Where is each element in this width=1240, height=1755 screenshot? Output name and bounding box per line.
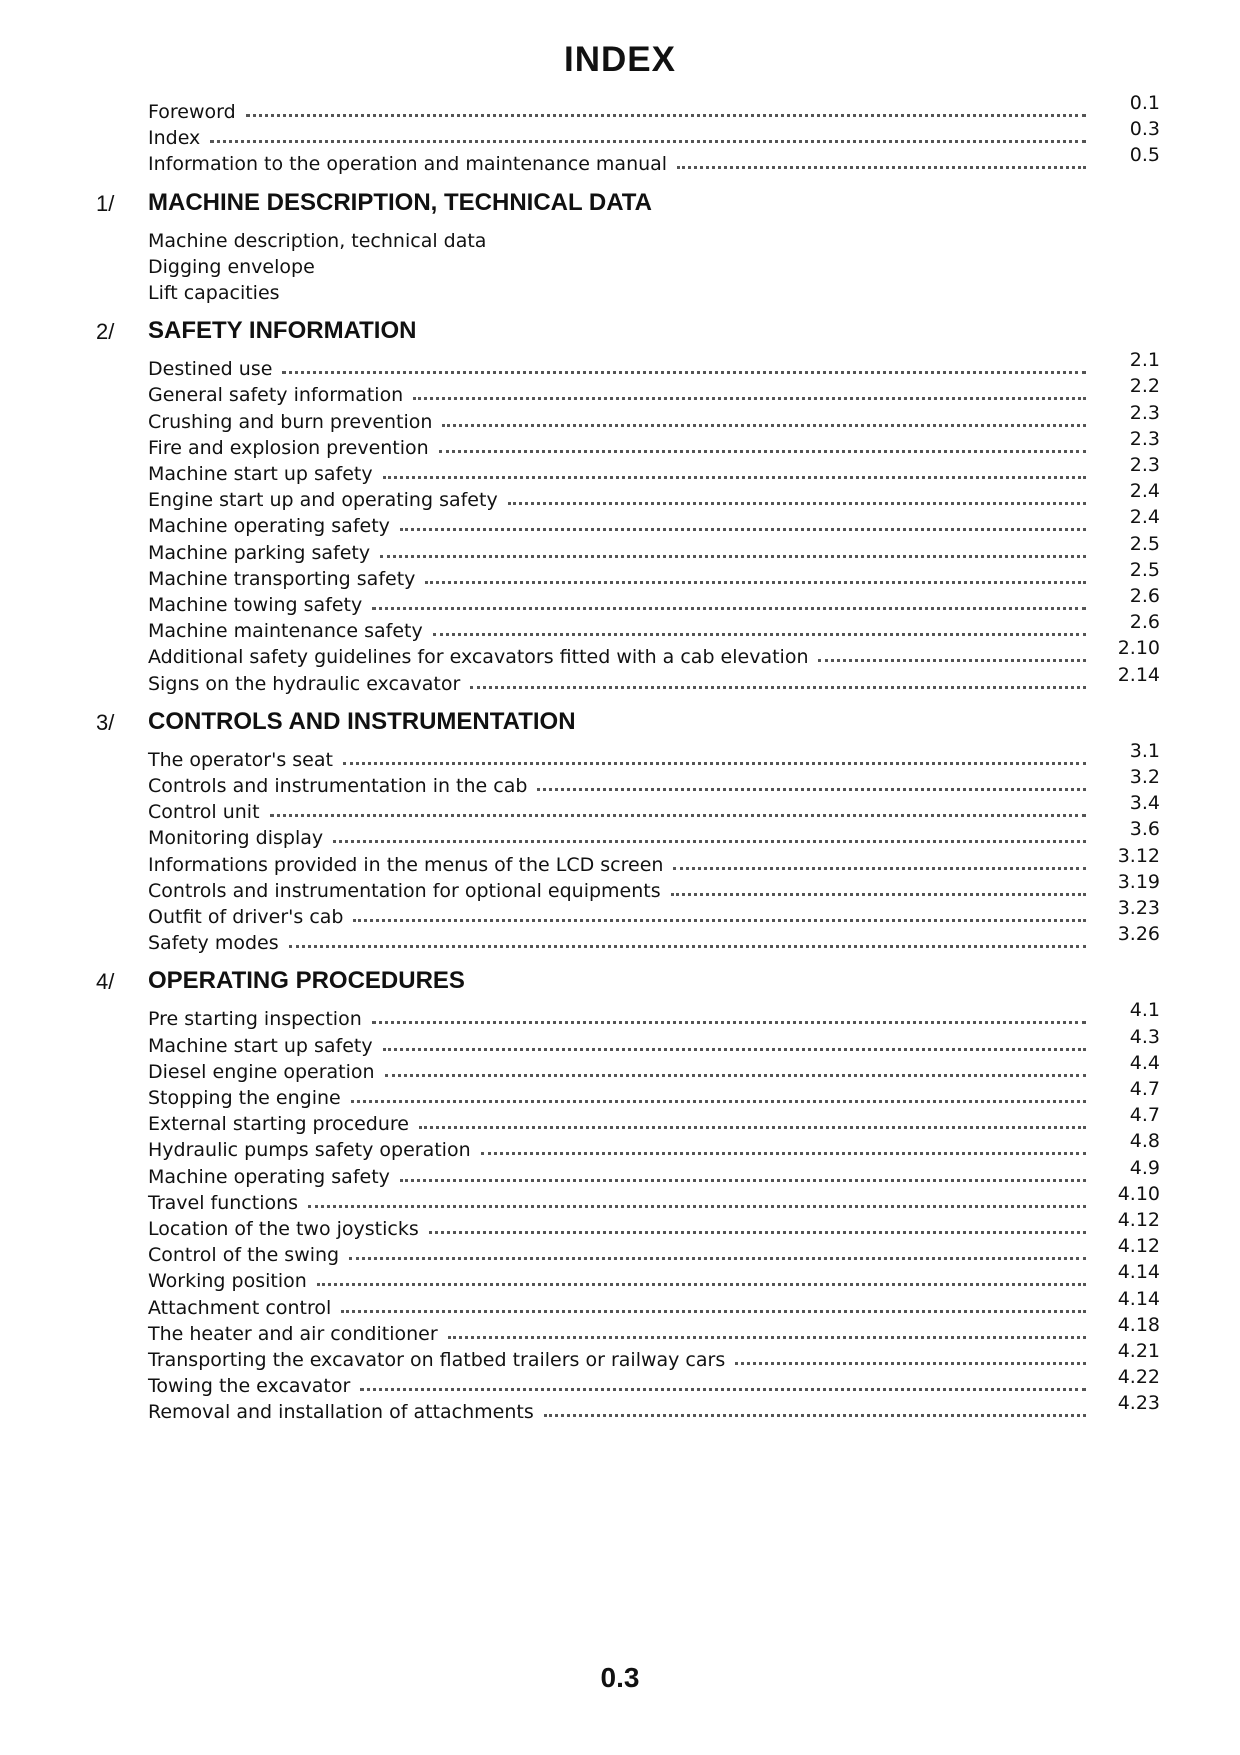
toc-entry-page: 3.23 <box>1117 897 1160 919</box>
toc-entry-page: 2.5 <box>1129 532 1160 555</box>
toc-entry-page: 4.3 <box>1129 1025 1160 1048</box>
toc-entry-page: 2.14 <box>1117 663 1160 686</box>
toc-entry-label: Machine start up safety <box>148 463 373 485</box>
toc-entry-page: 2.6 <box>1129 585 1160 607</box>
dot-leader <box>308 1205 1086 1208</box>
page-title: INDEX <box>564 40 676 79</box>
section-number: 4/ <box>96 969 115 995</box>
dot-leader <box>429 1231 1086 1234</box>
dot-leader <box>341 1310 1086 1313</box>
dot-leader <box>425 581 1086 584</box>
toc-entry <box>148 118 1160 150</box>
toc-entry-page: 2.5 <box>1129 558 1160 581</box>
toc-entry <box>148 1235 1160 1267</box>
toc-entry-label: Safety modes <box>148 932 279 955</box>
toc-entry-page: 3.2 <box>1129 766 1160 788</box>
toc-entry-page: 4.18 <box>1117 1313 1160 1336</box>
toc-entry-label: Control unit <box>148 801 260 824</box>
toc-entry-page: 3.12 <box>1117 844 1160 867</box>
toc-entry <box>148 739 1160 772</box>
toc-entry-label: Outfit of driver's cab <box>148 906 344 928</box>
toc-entry <box>148 1209 1160 1241</box>
toc-entry-page: 4.21 <box>1117 1340 1160 1362</box>
dot-leader <box>383 476 1086 479</box>
toc-entry-label: Index <box>148 127 201 150</box>
toc-entry <box>148 999 1160 1031</box>
dot-leader <box>317 1283 1086 1286</box>
toc-entry-page: 4.14 <box>1117 1261 1160 1284</box>
toc-entry <box>148 1104 1160 1136</box>
toc-entry-page: 2.4 <box>1129 480 1160 503</box>
dot-leader <box>439 450 1086 453</box>
toc-entry-page: 2.6 <box>1129 611 1160 634</box>
toc-entry-label: Removal and installation of attachments <box>148 1401 534 1424</box>
toc-entry-page: 0.3 <box>1129 118 1160 141</box>
toc-entry <box>148 1313 1160 1346</box>
dot-leader <box>433 633 1086 636</box>
toc-entry <box>148 1340 1160 1372</box>
dot-leader <box>351 1100 1086 1103</box>
toc-entry-page: 2.10 <box>1117 637 1160 660</box>
toc-entry-label: General safety information <box>148 384 404 407</box>
section-heading <box>96 704 1196 736</box>
toc-entry <box>148 1156 1160 1189</box>
toc-entry-label: Foreword <box>148 101 236 123</box>
dot-leader <box>448 1336 1086 1339</box>
toc-entry-label: Machine description, technical data <box>148 229 487 252</box>
dot-leader <box>735 1362 1086 1365</box>
dot-leader <box>270 814 1086 817</box>
toc-entry <box>148 1392 1160 1424</box>
toc-entry <box>148 92 1160 124</box>
toc-entry-label: The heater and air conditioner <box>148 1322 438 1345</box>
dot-leader <box>400 1179 1086 1182</box>
section-heading <box>96 963 1196 995</box>
toc-entry-label: Engine start up and operating safety <box>148 489 498 512</box>
dot-leader <box>677 166 1086 169</box>
toc-entry-page: 4.7 <box>1129 1104 1160 1127</box>
toc-entry-label: Machine operating safety <box>148 515 390 538</box>
toc-entry <box>148 792 1160 824</box>
toc-entry <box>148 923 1160 955</box>
toc-entry-label: Transporting the excavator on flatbed trailers or railway cars <box>148 1349 726 1371</box>
dot-leader <box>671 893 1086 896</box>
toc-entry-label: Digging envelope <box>148 255 315 278</box>
toc-entry-page: 4.12 <box>1117 1235 1160 1258</box>
toc-entry <box>148 1182 1160 1215</box>
toc-entry-page: 2.4 <box>1129 506 1160 529</box>
toc-entry-page: 3.1 <box>1129 739 1160 762</box>
toc-entry <box>148 870 1160 903</box>
toc-entry-label: Informations provided in the menus of the LCD screen <box>148 853 664 876</box>
toc-entry-page: 2.1 <box>1129 349 1160 372</box>
toc-entry <box>148 1051 1160 1084</box>
dot-leader <box>349 1257 1086 1260</box>
toc-entry <box>148 532 1160 565</box>
toc-entry-label: Destined use <box>148 358 273 381</box>
toc-entry <box>148 897 1160 929</box>
toc-entry-label: Control of the swing <box>148 1244 340 1267</box>
dot-leader <box>289 945 1086 948</box>
toc-entry-label: Stopping the engine <box>148 1087 341 1109</box>
toc-entry-page: 2.3 <box>1129 427 1160 450</box>
toc-entry-label: Towing the excavator <box>148 1375 351 1398</box>
dot-leader <box>210 140 1086 143</box>
section-number: 1/ <box>96 190 115 216</box>
toc-entry <box>148 401 1160 434</box>
toc-entry <box>148 844 1160 877</box>
toc-entry-page: 2.3 <box>1129 401 1160 424</box>
toc-entry-page: 4.22 <box>1117 1366 1160 1389</box>
toc-entry-label: Monitoring display <box>148 827 324 850</box>
dot-leader <box>544 1414 1086 1417</box>
toc-entry <box>148 225 1160 253</box>
toc-entry-page: 4.8 <box>1129 1130 1160 1153</box>
dot-leader <box>673 867 1086 870</box>
toc-entry-label: Machine parking safety <box>148 541 371 564</box>
toc-entry <box>148 558 1160 591</box>
dot-leader <box>246 114 1086 117</box>
toc-entry-page: 4.4 <box>1129 1051 1160 1074</box>
toc-entry <box>148 663 1160 696</box>
toc-entry <box>148 611 1160 643</box>
dot-leader <box>442 424 1086 427</box>
dot-leader <box>481 1152 1086 1155</box>
dot-leader <box>372 1021 1086 1024</box>
toc-entry <box>148 1025 1160 1058</box>
toc-entry <box>148 277 1160 305</box>
dot-leader <box>385 1074 1086 1077</box>
toc-entry-page: 3.4 <box>1129 792 1160 815</box>
dot-leader <box>508 502 1086 505</box>
section-number: 3/ <box>96 709 115 735</box>
toc-entry-label: Controls and instrumentation in the cab <box>148 775 528 797</box>
toc-entry <box>148 251 1160 279</box>
toc-entry <box>148 144 1160 176</box>
toc-entry-label: Working position <box>148 1270 307 1293</box>
toc-entry-label: Crushing and burn prevention <box>148 410 433 433</box>
toc-entry <box>148 637 1160 669</box>
toc-entry-label: Information to the operation and maintenance manual <box>148 153 668 176</box>
toc-entry-page: 2.2 <box>1129 375 1160 398</box>
section-title: SAFETY INFORMATION <box>148 317 417 345</box>
toc-entry <box>148 349 1160 381</box>
dot-leader <box>372 607 1086 610</box>
dot-leader <box>360 1388 1086 1391</box>
toc-entry <box>148 1366 1160 1398</box>
toc-entry-page: 3.6 <box>1129 818 1160 841</box>
toc-entry <box>148 1261 1160 1293</box>
dot-leader <box>400 528 1086 531</box>
toc-entry <box>148 1078 1160 1110</box>
page-number: 0.3 <box>600 1662 640 1693</box>
section-title: OPERATING PROCEDURES <box>148 967 465 995</box>
dot-leader <box>282 371 1086 374</box>
dot-leader <box>419 1126 1086 1129</box>
toc-entry-label: Hydraulic pumps safety operation <box>148 1139 471 1162</box>
dot-leader <box>537 788 1086 791</box>
toc-entry-page: 0.1 <box>1129 92 1160 114</box>
toc-entry-page: 4.14 <box>1117 1287 1160 1310</box>
toc-entry-label: Pre starting inspection <box>148 1008 362 1031</box>
dot-leader <box>333 840 1086 843</box>
toc-entry-label: Controls and instrumentation for optional equipments <box>148 879 661 902</box>
dot-leader <box>413 397 1086 400</box>
toc-entry-page: 4.12 <box>1117 1209 1160 1231</box>
toc-entry-page: 4.10 <box>1117 1182 1160 1205</box>
dot-leader <box>383 1048 1086 1051</box>
toc-entry <box>148 427 1160 460</box>
dot-leader <box>353 919 1086 922</box>
toc-entry <box>148 585 1160 617</box>
toc-entry <box>148 375 1160 407</box>
toc-entry-label: Machine operating safety <box>148 1165 390 1188</box>
toc-entry-label: The operator's seat <box>148 748 333 771</box>
toc-entry-label: External starting procedure <box>148 1113 409 1136</box>
toc-entry-page: 4.7 <box>1129 1078 1160 1100</box>
section-title: MACHINE DESCRIPTION, TECHNICAL DATA <box>148 188 652 216</box>
toc-entry <box>148 766 1160 798</box>
toc-entry <box>148 818 1160 850</box>
toc-entry-page: 0.5 <box>1129 144 1160 167</box>
toc-entry-label: Diesel engine operation <box>148 1060 375 1083</box>
toc-entry-page: 4.9 <box>1129 1156 1160 1179</box>
toc-entry <box>148 480 1160 512</box>
toc-entry-page: 3.19 <box>1117 870 1160 893</box>
section-number: 2/ <box>96 319 115 345</box>
section-heading <box>96 185 1196 217</box>
toc-entry-label: Signs on the hydraulic excavator <box>148 672 461 695</box>
toc-entry <box>148 1130 1160 1162</box>
toc-entry-page: 4.23 <box>1117 1392 1160 1415</box>
toc-entry-label: Machine start up safety <box>148 1034 373 1057</box>
toc-entry-page: 2.3 <box>1129 454 1160 476</box>
toc-entry-page: 3.26 <box>1117 923 1160 946</box>
toc-entry-label: Machine transporting safety <box>148 567 416 590</box>
toc-entry <box>148 506 1160 538</box>
toc-entry-label: Machine towing safety <box>148 594 363 616</box>
toc-entry-label: Lift capacities <box>148 282 280 304</box>
toc-entry-label: Travel functions <box>148 1191 299 1214</box>
section-title: CONTROLS AND INSTRUMENTATION <box>148 707 576 735</box>
dot-leader <box>343 762 1086 765</box>
section-heading <box>96 313 1196 345</box>
dot-leader <box>818 659 1086 662</box>
toc-entry <box>148 1287 1160 1320</box>
toc-entry-label: Attachment control <box>148 1296 332 1319</box>
toc-entry-label: Fire and explosion prevention <box>148 436 429 459</box>
toc-entry-label: Additional safety guidelines for excavators fitted with a cab elevation <box>148 646 809 669</box>
toc-entry-page: 4.1 <box>1129 999 1160 1022</box>
dot-leader <box>470 686 1086 689</box>
toc-entry <box>148 454 1160 486</box>
toc-entry-label: Location of the two joysticks <box>148 1218 419 1240</box>
toc-entry-label: Machine maintenance safety <box>148 620 423 643</box>
dot-leader <box>380 555 1086 558</box>
